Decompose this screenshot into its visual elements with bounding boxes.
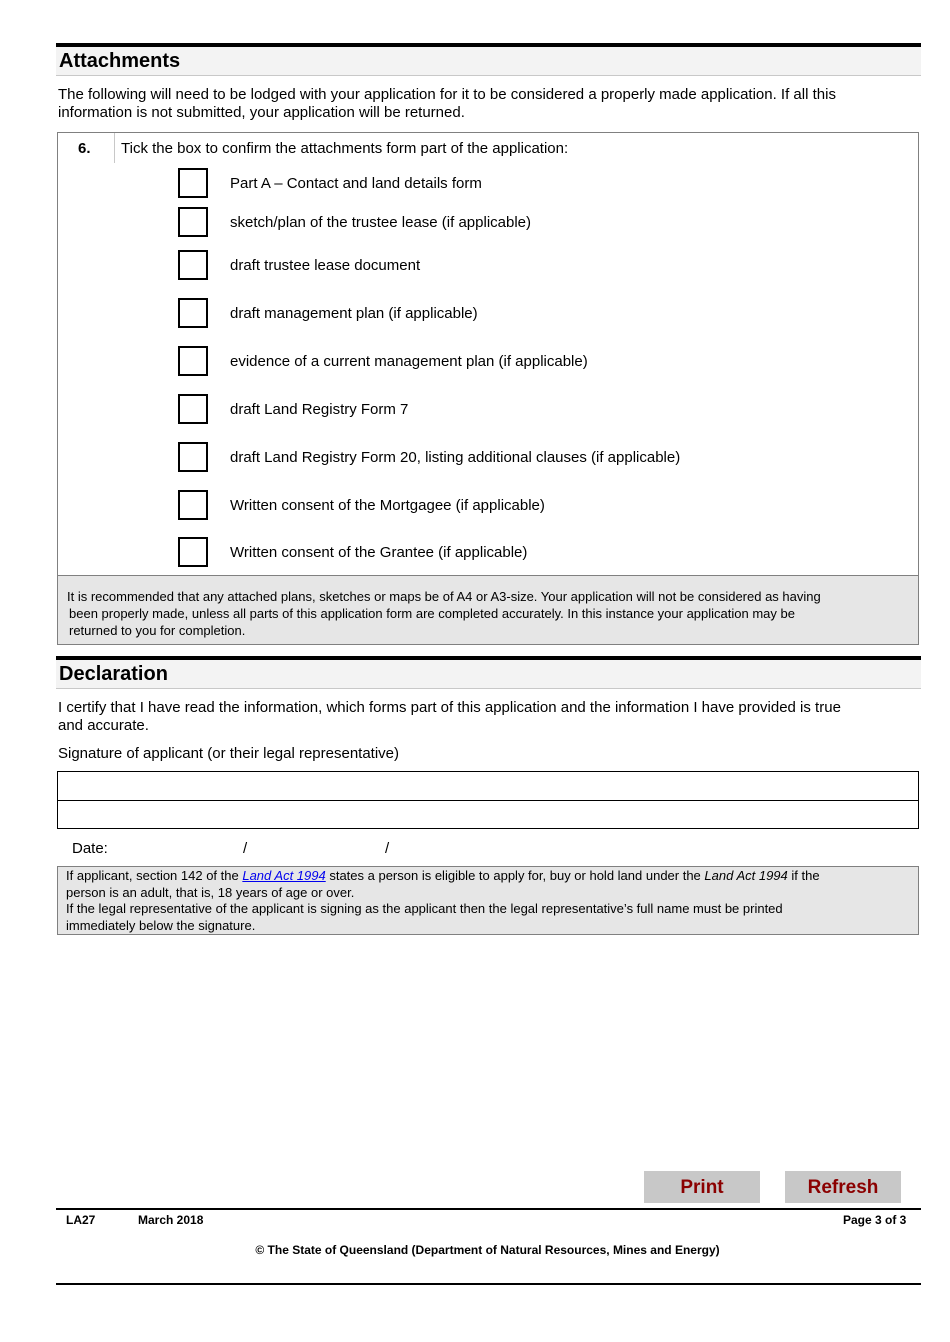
refresh-button[interactable]: Refresh	[785, 1171, 901, 1203]
attachment-item	[178, 394, 878, 428]
attachment-label: Part A – Contact and land details form	[230, 175, 482, 192]
attachments-intro: The following will need to be lodged with your application for it to be considered a properly made application. If all this information is not submitted, your application will be returned.	[58, 86, 836, 121]
attachment-item	[178, 298, 878, 332]
land-act-link[interactable]: Land Act 1994	[242, 868, 326, 883]
declaration-text: I certify that I have read the information, which forms part of this application and the information I have provided is true and accurate.	[58, 699, 841, 734]
attachment-item	[178, 168, 878, 202]
date-year-field[interactable]	[397, 836, 517, 858]
attachment-item	[178, 537, 878, 571]
attachment-label: Written consent of the Grantee (if applicable)	[230, 544, 528, 561]
declaration-header	[56, 656, 921, 689]
attachment-item	[178, 442, 878, 476]
checkbox-draft-management-plan[interactable]	[178, 298, 208, 328]
attachments-header	[56, 43, 921, 76]
copyright: © The State of Queensland (Department of Natural Resources, Mines and Energy)	[255, 1243, 720, 1257]
question-text: Tick the box to confirm the attachments form part of the application:	[121, 140, 569, 157]
checkbox-form-20[interactable]	[178, 442, 208, 472]
attachment-label: draft Land Registry Form 20, listing additional clauses (if applicable)	[230, 449, 681, 466]
form-date: March 2018	[138, 1213, 204, 1227]
checkbox-part-a[interactable]	[178, 168, 208, 198]
attachment-label: sketch/plan of the trustee lease (if applicable)	[230, 214, 532, 231]
attachment-item	[178, 346, 878, 380]
attachments-question-box	[57, 132, 919, 645]
date-separator: /	[243, 840, 248, 857]
date-separator: /	[385, 840, 390, 857]
attachment-item	[178, 490, 878, 524]
checkbox-draft-lease[interactable]	[178, 250, 208, 280]
checkbox-mortgagee-consent[interactable]	[178, 490, 208, 520]
question-number-cell	[58, 133, 114, 163]
question-number: 6.	[78, 140, 91, 157]
page-number: Page 3 of 3	[843, 1213, 907, 1227]
print-button[interactable]: Print	[644, 1171, 760, 1203]
checkbox-grantee-consent[interactable]	[178, 537, 208, 567]
attachment-item	[178, 207, 878, 241]
attachments-note: It is recommended that any attached plans, sketches or maps be of A4 or A3-size. Your application will not be considered as having been properly made, unless all parts of this application form are completed accurately. In this instance your application may be returned to you for completion.	[58, 575, 918, 644]
signature-divider	[58, 800, 918, 801]
date-label: Date:	[72, 840, 108, 857]
signature-label: Signature of applicant (or their legal representative)	[58, 745, 400, 762]
attachment-label: draft trustee lease document	[230, 257, 421, 274]
checkbox-form-7[interactable]	[178, 394, 208, 424]
declaration-note: If applicant, section 142 of the Land Act 1994 states a person is eligible to apply for, buy or hold land under the Land Act 1994 if the person is an adult, that is, 18 years of age or over. If the legal representative of the applicant is signing as the applicant then the legal representative’s full name must be printed immediately below the signature.	[57, 866, 919, 935]
attachment-item	[178, 250, 878, 284]
attachment-label: draft Land Registry Form 7	[230, 401, 409, 418]
signature-field[interactable]	[57, 771, 919, 829]
date-day-field[interactable]	[116, 836, 236, 858]
footer-bottom-divider	[56, 1283, 921, 1285]
checkbox-sketch-plan[interactable]	[178, 207, 208, 237]
checkbox-current-management-plan[interactable]	[178, 346, 208, 376]
footer-divider	[56, 1208, 921, 1210]
form-code: LA27	[66, 1213, 96, 1227]
date-month-field[interactable]	[255, 836, 380, 858]
declaration-heading: Declaration	[59, 663, 168, 685]
attachments-heading: Attachments	[59, 50, 181, 72]
attachment-label: draft management plan (if applicable)	[230, 305, 478, 322]
attachment-label: Written consent of the Mortgagee (if applicable)	[230, 497, 545, 514]
attachment-label: evidence of a current management plan (if applicable)	[230, 353, 588, 370]
